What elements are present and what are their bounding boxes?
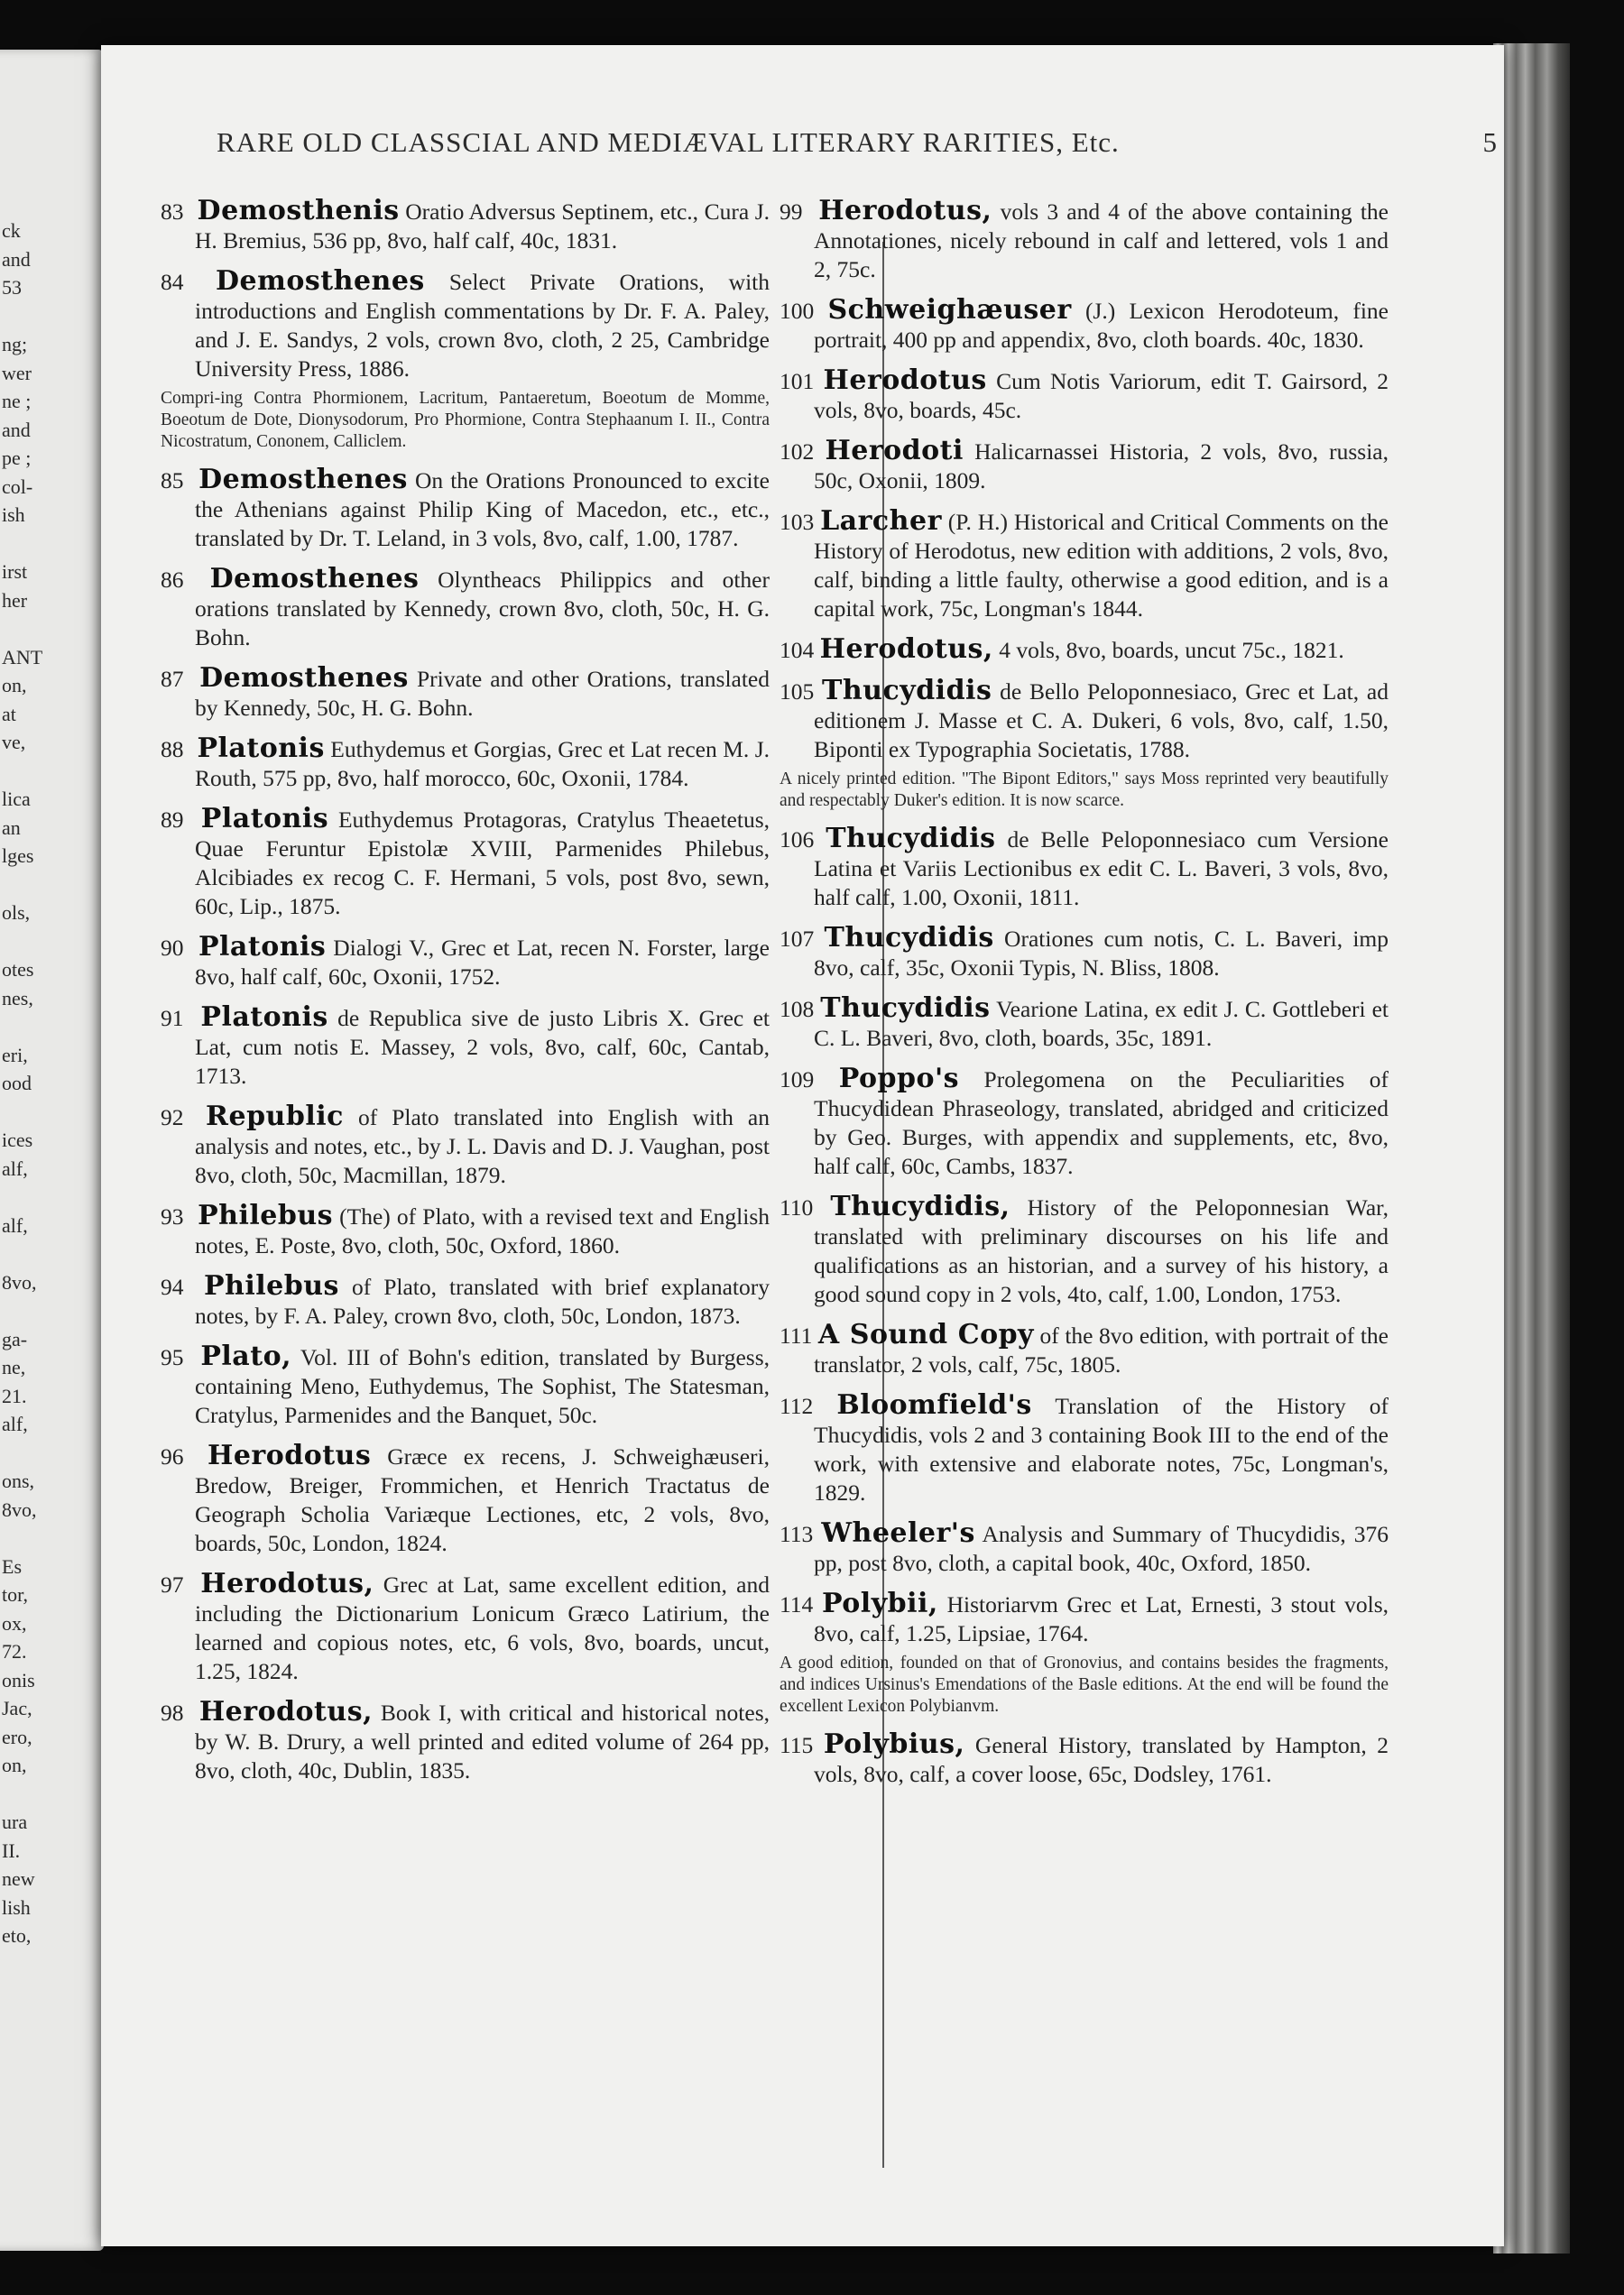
entry-headword: Herodotus, (818, 195, 992, 226)
entry-headword: Bloomfield's (836, 1389, 1032, 1421)
entry-headword: Polybii, (822, 1588, 938, 1619)
prev-page-fragment: ne, (2, 1356, 26, 1378)
entry-description: Olyntheacs Philippics and other orations translated by Kennedy, crown 8vo, cloth, 50c, H. G. Bohn. (195, 567, 770, 650)
entry-description: Vol. III of Bohn's edition, translated by Burgess, containing Meno, Euthydemus, The Sophist, The Statesman, Cratylus, Parmenides and the Banquet, 50c. (195, 1344, 770, 1428)
catalog-note: A good edition, founded on that of Gronovius, and contains besides the fragments, and indices Ursinus's Emendations of the Basle editions. At the end will be found the excellent Lexicon Polybianvm. (780, 1654, 1389, 1716)
entry-headword: Philebus (198, 1200, 334, 1231)
prev-page-fragment: ga- (2, 1327, 28, 1350)
entry-number: 91 (161, 1005, 184, 1031)
prev-page-fragment: nes, (2, 986, 33, 1009)
catalog-entry (780, 1590, 1389, 1648)
catalog-entry (161, 1202, 770, 1260)
catalog-entry (161, 664, 770, 723)
catalog-entry (780, 1391, 1389, 1507)
right-column (780, 197, 1389, 1801)
entry-number: 98 (161, 1700, 184, 1726)
entry-number: 96 (161, 1443, 184, 1470)
entry-description: Cum Notis Variorum, edit T. Gairsord, 2 vols, 8vo, boards, 45c. (814, 368, 1389, 423)
catalog-entry (161, 805, 770, 921)
entry-description: de Republica sive de justo Libris X. Grec et Lat, cum notis E. Massey, 2 vols, 8vo, calf, 60c, Cantab, 1713. (195, 1005, 770, 1089)
entry-headword: Thucydidis (824, 922, 994, 954)
entry-headword: Thucydidis (822, 675, 992, 706)
entry-headword: Herodotus, (200, 1568, 374, 1599)
previous-page-edge (0, 50, 104, 2251)
entry-description: History of the Peloponnesian War, translated with preliminary discourses on his life and qualifications as an historian, and a survey of his history, a good sound copy in 2 vols, 4to, calf, 1.00, London, 1753. (814, 1194, 1389, 1307)
catalog-entry (780, 1193, 1389, 1309)
entry-headword: Platonis (200, 1001, 328, 1033)
entry-headword: Wheeler's (821, 1517, 975, 1549)
prev-page-fragment: alf, (2, 1413, 28, 1435)
entry-number: 101 (780, 368, 815, 394)
entry-description: On the Orations Pronounced to excite the Athenians against Philip King of Macedon, etc., etc., translated by Dr. T. Leland, in 3 vols, 8vo, calf, 1.00, 1787. (195, 467, 770, 551)
catalog-entry (161, 1570, 770, 1686)
entry-number: 109 (780, 1066, 815, 1092)
entry-description: Historiarvm Grec et Lat, Ernesti, 3 stout vols, 8vo, calf, 1.25, Lipsiae, 1764. (814, 1591, 1389, 1646)
prev-page-fragment: and (2, 247, 31, 271)
entry-headword: Thucydidis (820, 992, 991, 1024)
entry-number: 105 (780, 678, 815, 705)
entry-headword: Demosthenes (198, 464, 408, 495)
prev-page-fragment: lish (2, 1895, 31, 1919)
entry-number: 84 (161, 269, 184, 295)
catalog-entry (780, 994, 1389, 1053)
entry-description: 4 vols, 8vo, boards, uncut 75c., 1821. (992, 637, 1344, 663)
entry-description: of the 8vo edition, with portrait of the translator, 2 vols, calf, 75c, 1805. (814, 1323, 1389, 1378)
prev-page-fragment: ox, (2, 1611, 27, 1635)
catalog-note: Compri-ing Contra Phormionem, Lacritum, Pantaeretum, Boeotum de Momme, Boeotum de Dote, Dionysodorum, Pro Phormione, Contra Stephaanum I. II., Contra Nicostratum, Cononem, Calliclem. (161, 389, 770, 451)
catalog-entry (780, 825, 1389, 912)
entry-headword: Larcher (820, 505, 942, 537)
entry-headword: Herodotus, (819, 633, 993, 665)
entry-number: 89 (161, 806, 184, 833)
catalog-entry (780, 677, 1389, 764)
entry-number: 113 (780, 1521, 814, 1547)
catalog-entry (161, 565, 770, 652)
entry-number: 93 (161, 1203, 184, 1230)
entry-number: 88 (161, 736, 184, 762)
catalog-entry (161, 1698, 770, 1785)
catalog-entry (780, 366, 1389, 425)
entry-description: (The) of Plato, with a revised text and English notes, E. Poste, 8vo, cloth, 50c, Oxford, 1860. (195, 1203, 770, 1258)
prev-page-fragment: her (2, 588, 28, 612)
entry-number: 104 (780, 637, 815, 663)
catalog-entry (780, 1321, 1389, 1379)
entry-description: Oratio Adversus Septinem, etc., Cura J. H. Bremius, 536 pp, 8vo, half calf, 40c, 1831. (195, 198, 770, 253)
entry-headword: Philebus (204, 1270, 339, 1302)
entry-number: 110 (780, 1194, 814, 1221)
catalog-entry (780, 507, 1389, 623)
entry-number: 83 (161, 198, 184, 225)
catalog-entry (161, 1442, 770, 1558)
prev-page-fragment: 21. (2, 1384, 27, 1407)
prev-page-fragment: ols, (2, 901, 31, 924)
entry-number: 112 (780, 1393, 814, 1419)
prev-page-fragment: onis (2, 1668, 35, 1691)
entry-description: Euthydemus Protagoras, Cratylus Theaetetus, Quae Feruntur Epistolæ XVIII, Parmenides Philebus, Alcibiades ex recog C. F. Hermani, 5 vols, post 8vo, sewn, 60c, Lip., 1875. (195, 806, 770, 919)
book-page-edges (1493, 43, 1570, 2254)
prev-page-fragment: an (2, 816, 21, 839)
prev-page-fragment: 53 (2, 276, 22, 299)
entry-number: 108 (780, 996, 815, 1022)
entry-number: 95 (161, 1344, 184, 1370)
running-header (217, 126, 1498, 159)
prev-page-fragment: alf, (2, 1213, 28, 1237)
entry-headword: Demosthenes (209, 563, 420, 594)
prev-page-fragment: lges (2, 844, 34, 867)
catalog-entry (161, 1102, 770, 1190)
entry-number: 87 (161, 666, 184, 692)
entry-description: Translation of the History of Thucydidis, vols 2 and 3 containing Book III to the end of the work, with extensive and elaborate notes, 75c, Longman's, 1829. (814, 1393, 1389, 1506)
entry-description: of Plato translated into English with an analysis and notes, etc., by J. L. Davis and D. J. Vaughan, post 8vo, cloth, 50c, Macmillan, 1879. (195, 1104, 770, 1188)
entry-number: 115 (780, 1732, 814, 1758)
entry-headword: Demosthenis (197, 195, 400, 226)
entry-description: Dialogi V., Grec et Lat, recen N. Forster, large 8vo, half calf, 60c, Oxonii, 1752. (195, 935, 770, 990)
catalog-entry (780, 1519, 1389, 1578)
prev-page-fragment: ne ; (2, 390, 32, 412)
entry-description: Analysis and Summary of Thucydidis, 376 pp, post 8vo, cloth, a capital book, 40c, Oxford, 1850. (814, 1521, 1389, 1576)
entry-headword: Herodotus, (198, 1696, 374, 1728)
prev-page-fragment: eto, (2, 1924, 32, 1947)
prev-page-fragment: ck (2, 219, 21, 242)
entry-headword: Herodotus (207, 1440, 372, 1471)
catalog-page (101, 45, 1504, 2246)
entry-number: 102 (780, 438, 815, 465)
entry-description: Græce ex recens, J. Schweighæuseri, Bredow, Breiger, Frommichen, et Henrich Tractatus de Geograph Scholia Variæque Lectiones, etc, 2 vols, 8vo, boards, 50c, London, 1824. (195, 1443, 770, 1556)
entry-description: Euthydemus et Gorgias, Grec et Lat recen M. J. Routh, 575 pp, 8vo, half morocco, 60c, Oxonii, 1784. (195, 736, 770, 791)
entry-headword: Republic (206, 1101, 344, 1132)
catalog-entry (161, 734, 770, 793)
prev-page-fragment: pe ; (2, 447, 32, 469)
prev-page-fragment: 72. (2, 1640, 27, 1663)
entry-description: Vearione Latina, ex edit J. C. Gottleberi et C. L. Baveri, 8vo, cloth, boards, 35c, 1891. (814, 996, 1389, 1051)
entry-description: Prolegomena on the Peculiarities of Thucydidean Phraseology, translated, abridged and criticized by Geo. Burges, with appendix and supplements, etc, 8vo, half calf, 60c, Cambs, 1837. (814, 1066, 1389, 1179)
entry-description: de Bello Peloponnesiaco, Grec et Lat, ad editionem J. Masse et C. A. Dukeri, 6 vols, 8vo, calf, 1.50, Biponti ex Typographia Societatis, 1788. (814, 678, 1389, 762)
entry-headword: Plato, (200, 1341, 292, 1372)
prev-page-fragment: 8vo, (2, 1270, 37, 1294)
prev-page-fragment: lica (2, 788, 31, 810)
entry-description: Book I, with critical and historical notes, by W. B. Drury, a well printed and edited volume of 264 pp, 8vo, cloth, 40c, Dublin, 1835. (195, 1700, 770, 1783)
catalog-entry (780, 296, 1389, 355)
entry-description: Grec at Lat, same excellent edition, and including the Dictionarium Lonicum Græco Latirium, the learned and copious notes, etc, 6 vols, 8vo, boards, uncut, 1.25, 1824. (195, 1571, 770, 1684)
prev-page-fragment: on, (2, 674, 27, 696)
entry-number: 100 (780, 298, 815, 324)
catalog-entry (161, 1003, 770, 1091)
entry-number: 94 (161, 1274, 184, 1300)
prev-page-fragment: ura (2, 1811, 28, 1833)
entry-number: 90 (161, 935, 184, 961)
entry-number: 99 (780, 198, 803, 225)
entry-description: of Plato, translated with brief explanatory notes, by F. A. Paley, crown 8vo, cloth, 50c, London, 1873. (195, 1274, 770, 1329)
prev-page-fragment: ish (2, 503, 25, 526)
entry-headword: A Sound Copy (817, 1319, 1034, 1350)
left-column (161, 197, 770, 1797)
entry-headword: Herodotus (823, 364, 987, 396)
prev-page-fragment: II. (2, 1839, 21, 1862)
catalog-entry (161, 933, 770, 991)
entry-headword: Demosthenes (199, 662, 409, 694)
entry-number: 107 (780, 926, 815, 952)
entry-description: Private and other Orations, translated by Kennedy, 50c, H. G. Bohn. (195, 666, 770, 721)
catalog-entry (161, 465, 770, 553)
entry-description: Orationes cum notis, C. L. Baveri, imp 8vo, calf, 35c, Oxonii Typis, N. Bliss, 1808. (814, 926, 1389, 981)
entry-number: 92 (161, 1104, 184, 1130)
prev-page-fragment: on, (2, 1754, 27, 1776)
entry-description: Halicarnassei Historia, 2 vols, 8vo, russia, 50c, Oxonii, 1809. (814, 438, 1389, 493)
prev-page-fragment: tor, (2, 1583, 29, 1606)
entry-number: 114 (780, 1591, 814, 1618)
entry-description: General History, translated by Hampton, 2 vols, 8vo, calf, a cover loose, 65c, Dodsley, 1761. (814, 1732, 1389, 1787)
catalog-entry (780, 1065, 1389, 1181)
entry-headword: Platonis (197, 733, 325, 764)
entry-headword: Poppo's (838, 1063, 960, 1094)
prev-page-fragment: Jac, (2, 1697, 32, 1719)
prev-page-fragment: ANT (2, 645, 43, 668)
entry-headword: Platonis (200, 803, 329, 834)
catalog-entry (780, 924, 1389, 982)
prev-page-fragment: col- (2, 475, 33, 498)
prev-page-fragment: Es (2, 1554, 22, 1578)
entry-description: Select Private Orations, with introductions and English commentations by Dr. F. A. Paley, and J. E. Sandys, 2 vols, crown 8vo, cloth, 2 25, Cambridge University Press, 1886. (195, 269, 770, 382)
prev-page-fragment: ood (2, 1072, 32, 1094)
entry-description: vols 3 and 4 of the above containing the Annotationes, nicely rebound in calf and lettered, vols 1 and 2, 75c. (814, 198, 1389, 282)
prev-page-fragment: and (2, 418, 31, 441)
entry-headword: Thucydidis, (830, 1191, 1010, 1222)
entry-number: 106 (780, 826, 815, 853)
catalog-entry (161, 197, 770, 255)
running-title: RARE OLD CLASSCIAL AND MEDIÆVAL LITERARY RARITIES, Etc. (217, 126, 1120, 158)
prev-page-fragment: ve, (2, 731, 26, 753)
catalog-note: A nicely printed edition. "The Bipont Editors," says Moss reprinted very beautifully and respectably Duker's edition. It is now scarce. (780, 770, 1389, 810)
catalog-entry (780, 1730, 1389, 1789)
entry-number: 86 (161, 567, 184, 593)
entry-description: (P. H.) Historical and Critical Comments on the History of Herodotus, new edition with additions, 2 vols, 8vo, calf, binding a little faulty, otherwise a good edition, and is a capital work, 75c, Longman's 1844. (814, 509, 1389, 622)
catalog-entry (780, 635, 1389, 665)
prev-page-fragment: otes (2, 958, 34, 981)
entry-description: (J.) Lexicon Herodoteum, fine portrait, 400 pp and appendix, 8vo, cloth boards. 40c, 1830. (814, 298, 1389, 353)
prev-page-fragment: ices (2, 1129, 33, 1151)
entry-number: 103 (780, 509, 815, 535)
catalog-entry (161, 1272, 770, 1331)
entry-number: 97 (161, 1571, 184, 1598)
catalog-entry (161, 267, 770, 383)
entry-headword: Platonis (198, 931, 327, 963)
catalog-entry (161, 1342, 770, 1430)
entry-headword: Thucydidis (826, 823, 996, 854)
entry-headword: Schweighæuser (827, 294, 1072, 326)
prev-page-fragment: ons, (2, 1470, 35, 1492)
catalog-entry (780, 197, 1389, 284)
page-number: 5 (1482, 126, 1498, 158)
prev-page-fragment: at (2, 702, 16, 725)
catalog-entry (780, 437, 1389, 495)
prev-page-fragment: ng; (2, 333, 28, 355)
entry-number: 85 (161, 467, 184, 493)
prev-page-fragment: 8vo, (2, 1498, 37, 1521)
entry-description: de Belle Peloponnesiaco cum Versione Latina et Variis Lectionibus ex edit C. L. Baveri, 3 vols, 8vo, half calf, 1.00, Oxonii, 1811. (814, 826, 1389, 910)
prev-page-fragment: eri, (2, 1043, 28, 1066)
prev-page-fragment: irst (2, 560, 28, 583)
prev-page-fragment: ero, (2, 1725, 32, 1748)
entry-headword: Polybius, (823, 1728, 965, 1760)
entry-headword: Herodoti (825, 435, 964, 466)
prev-page-fragment: alf, (2, 1157, 28, 1180)
entry-headword: Demosthenes (216, 265, 425, 297)
entry-number: 111 (780, 1323, 813, 1349)
prev-page-fragment: new (2, 1867, 35, 1890)
prev-page-fragment: wer (2, 361, 32, 384)
